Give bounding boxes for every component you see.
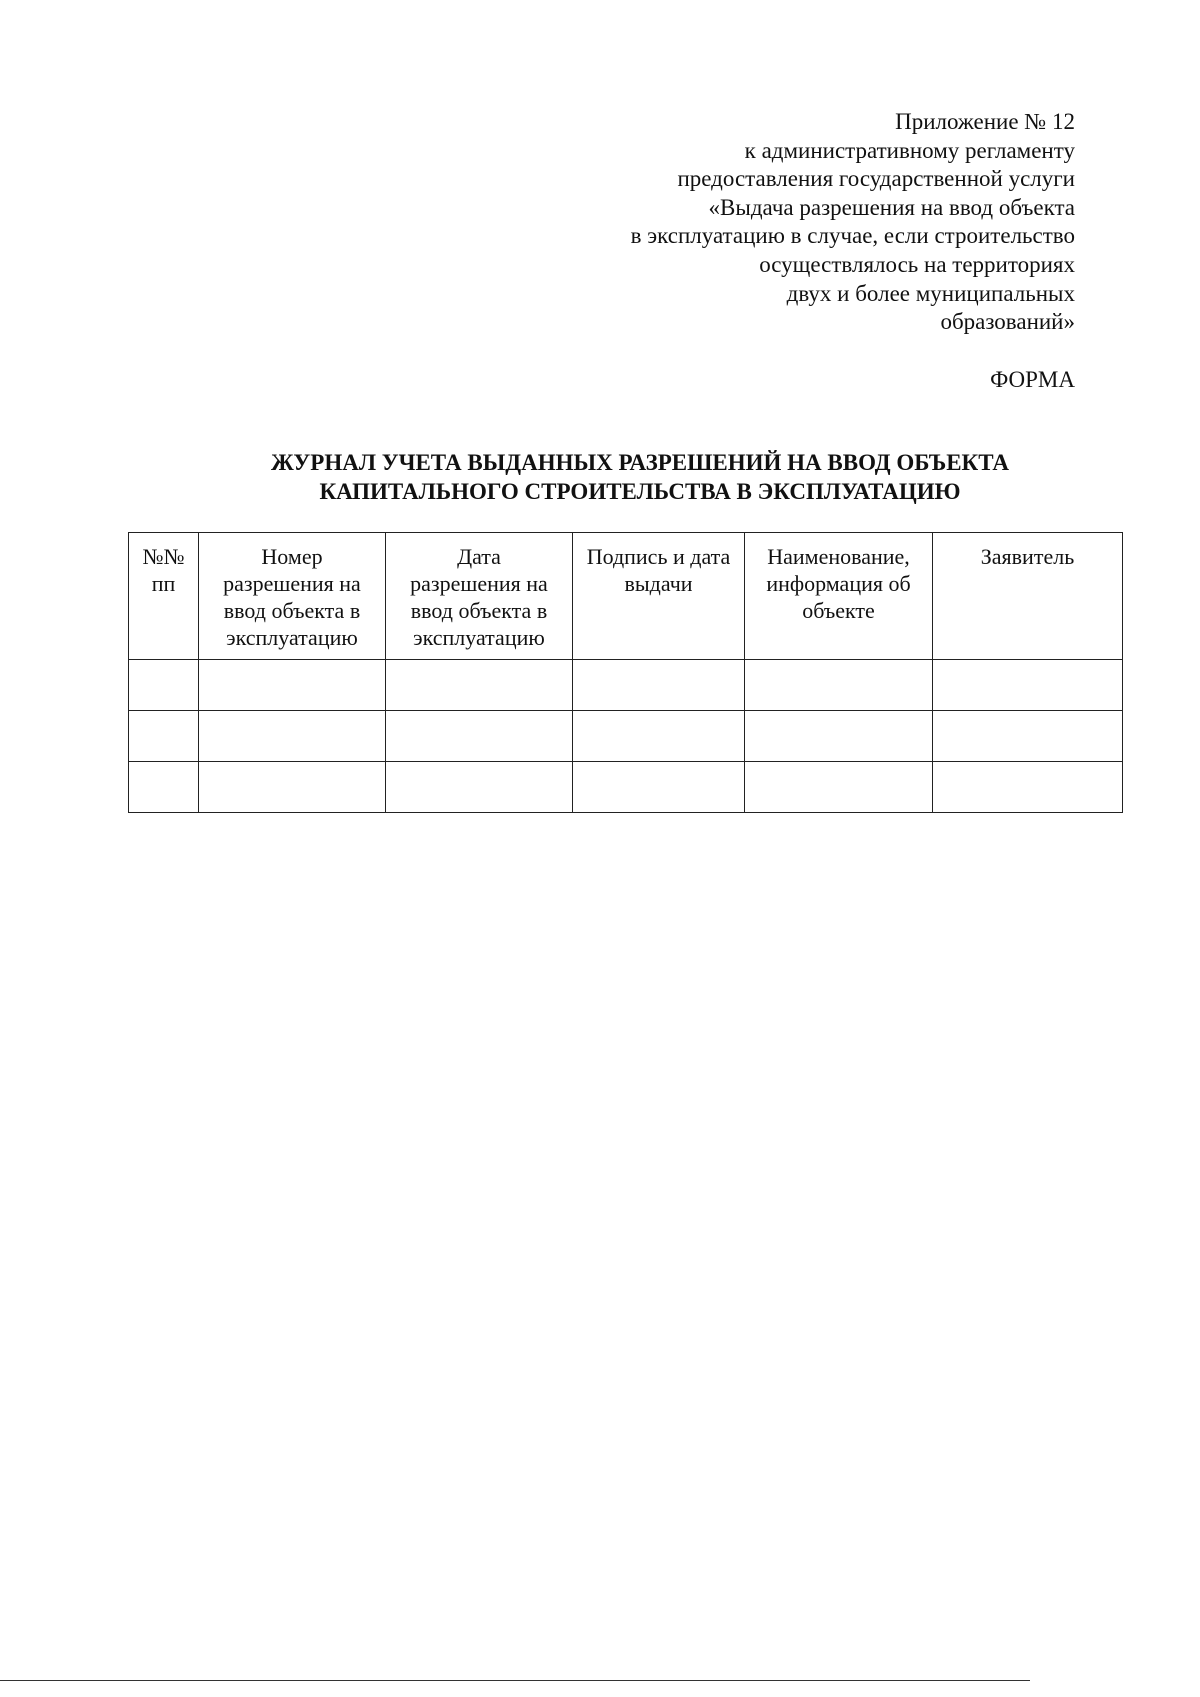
- header-line: Номер: [261, 544, 323, 569]
- appendix-line: образований»: [940, 309, 1075, 335]
- column-header-object-info: [745, 533, 933, 660]
- header-line: Наименование,: [767, 544, 910, 569]
- title-line: КАПИТАЛЬНОГО СТРОИТЕЛЬСТВА В ЭКСПЛУАТАЦИЮ: [319, 479, 961, 504]
- table-cell: [573, 660, 745, 711]
- header-line: информация об: [766, 571, 911, 596]
- header-line: объекте: [802, 598, 875, 623]
- appendix-line: предоставления государственной услуги: [677, 166, 1075, 192]
- appendix-line: осуществлялось на территориях: [759, 251, 1075, 277]
- table-row: [129, 660, 1123, 711]
- appendix-line: в эксплуатацию в случае, если строительство: [630, 223, 1075, 249]
- document-title: [240, 448, 1040, 506]
- header-line: №№: [142, 544, 185, 569]
- table-cell: [129, 711, 199, 762]
- table-cell: [129, 762, 199, 813]
- table-cell: [745, 762, 933, 813]
- table-cell: [745, 660, 933, 711]
- table-cell: [573, 762, 745, 813]
- bottom-divider: [0, 1680, 1030, 1681]
- table-cell: [199, 660, 386, 711]
- header-line: Дата: [457, 544, 501, 569]
- appendix-reference: [515, 108, 1075, 337]
- header-line: Подпись и дата: [586, 544, 731, 569]
- table-cell: [386, 762, 573, 813]
- appendix-line: «Выдача разрешения на ввод объекта: [708, 194, 1075, 220]
- column-header-applicant: [933, 533, 1123, 660]
- table-cell: [933, 660, 1123, 711]
- table-row: [129, 711, 1123, 762]
- table-cell: [199, 762, 386, 813]
- header-line: ввод объекта в: [410, 598, 548, 623]
- table-cell: [129, 660, 199, 711]
- column-header-signature-date: [573, 533, 745, 660]
- appendix-line: двух и более муниципальных: [786, 280, 1075, 306]
- header-line: эксплуатацию: [226, 625, 358, 650]
- table-cell: [933, 762, 1123, 813]
- column-header-permit-number: [199, 533, 386, 660]
- column-header-number: [129, 533, 199, 660]
- form-label: ФОРМА: [990, 367, 1075, 392]
- header-line: Заявитель: [980, 544, 1075, 569]
- header-line: разрешения на: [223, 571, 361, 596]
- table-cell: [745, 711, 933, 762]
- appendix-line: Приложение № 12: [895, 109, 1075, 134]
- table-cell: [573, 711, 745, 762]
- table-cell: [199, 711, 386, 762]
- table-cell: [386, 660, 573, 711]
- table-header-row: [129, 533, 1123, 660]
- title-line: ЖУРНАЛ УЧЕТА ВЫДАННЫХ РАЗРЕШЕНИЙ НА ВВОД ОБЪЕКТА: [270, 450, 1010, 475]
- appendix-line: к административному регламенту: [744, 137, 1075, 163]
- table-row: [129, 762, 1123, 813]
- journal-table: [128, 532, 1123, 813]
- header-line: ввод объекта в: [223, 598, 361, 623]
- header-line: выдачи: [624, 571, 693, 596]
- table-cell: [933, 711, 1123, 762]
- table-cell: [386, 711, 573, 762]
- header-line: разрешения на: [410, 571, 548, 596]
- column-header-permit-date: [386, 533, 573, 660]
- header-line: эксплуатацию: [413, 625, 545, 650]
- header-line: пп: [151, 571, 176, 596]
